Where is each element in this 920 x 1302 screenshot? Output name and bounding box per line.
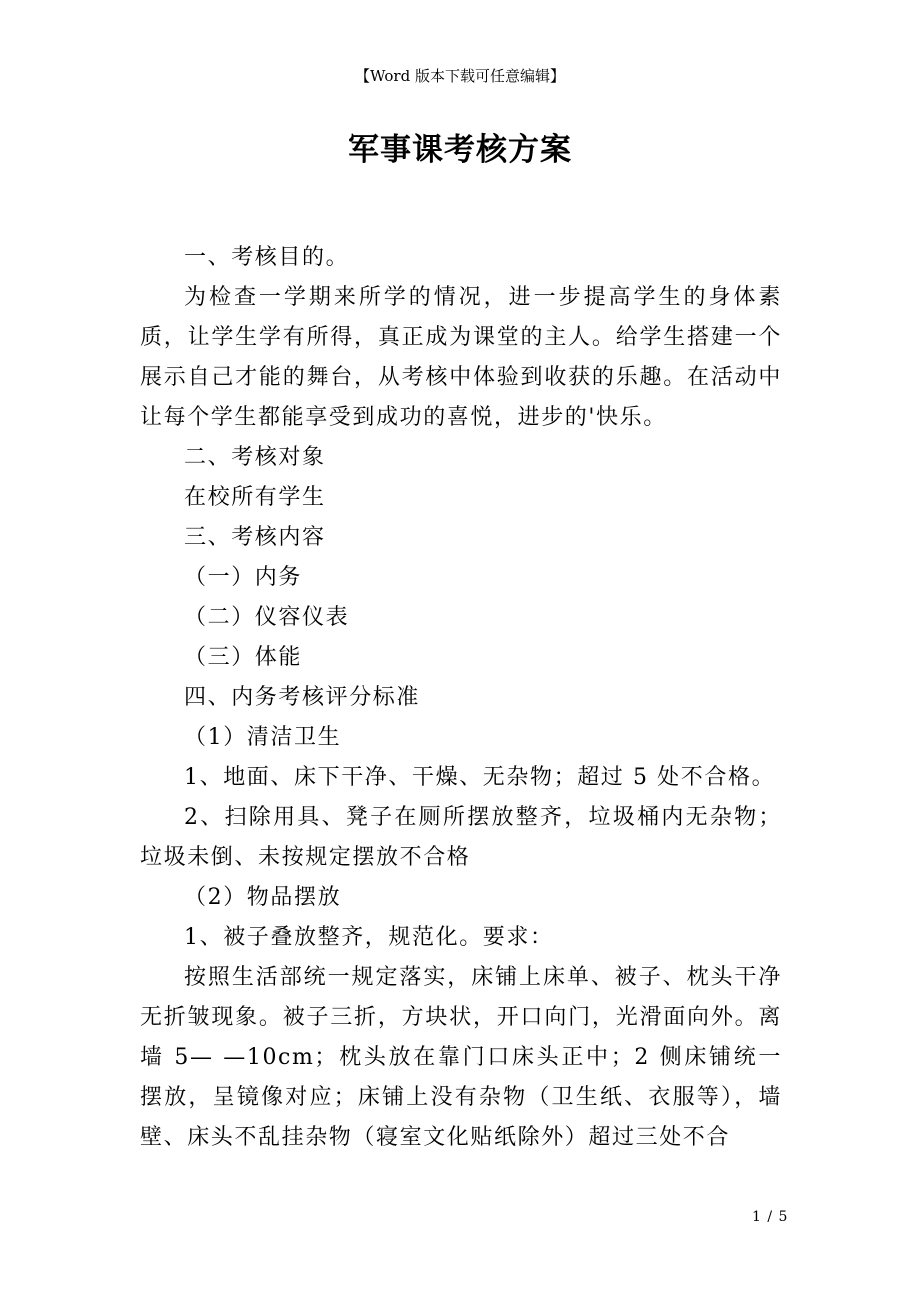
section-heading-content: 三、考核内容 [184,525,326,550]
download-note: 【Word 版本下载可任意编辑】 [355,67,565,85]
document-body [140,238,782,1158]
section-heading-purpose: 一、考核目的。 [184,245,350,270]
content-item-fitness: （三）体能 [184,645,303,670]
cleanliness-rule-1: 1、地面、床下干净、干燥、无杂物；超过 5 处不合格。 [184,765,776,790]
placement-rule-1: 1、被子叠放整齐，规范化。要求： [184,925,554,950]
placement-requirements: 按照生活部统一规定落实，床铺上床单、被子、枕头干净无折皱现象。被子三折，方块状，开口向门，光滑面向外。离墙 5— —10cm；枕头放在靠门口床头正中；2 侧床铺统一摆放，呈镜像对应；床铺上没有杂物（卫生纸、衣服等），墙壁、床头不乱挂杂物（寝室文化贴纸除外）超过三处不合 [140,965,782,1150]
target-text: 在校所有学生 [184,485,326,510]
document-title: 军事课考核方案 [348,132,572,168]
subheading-cleanliness: （1）清洁卫生 [184,725,342,750]
section-heading-target: 二、考核对象 [184,445,326,470]
content-item-appearance: （二）仪容仪表 [184,605,350,630]
cleanliness-rule-2: 2、扫除用具、凳子在厕所摆放整齐，垃圾桶内无杂物；垃圾未倒、未按规定摆放不合格 [140,805,782,870]
subheading-item-placement: （2）物品摆放 [184,885,342,910]
purpose-paragraph: 为检查一学期来所学的情况，进一步提高学生的身体素质，让学生学有所得，真正成为课堂的主人。给学生搭建一个展示自己才能的舞台，从考核中体验到收获的乐趣。在活动中让每个学生都能享受到成功的喜悦，进步的'快乐。 [140,285,782,430]
content-item-housekeeping: （一）内务 [184,565,303,590]
page-number: 1 / 5 [752,1209,789,1225]
section-heading-scoring: 四、内务考核评分标准 [184,685,421,710]
